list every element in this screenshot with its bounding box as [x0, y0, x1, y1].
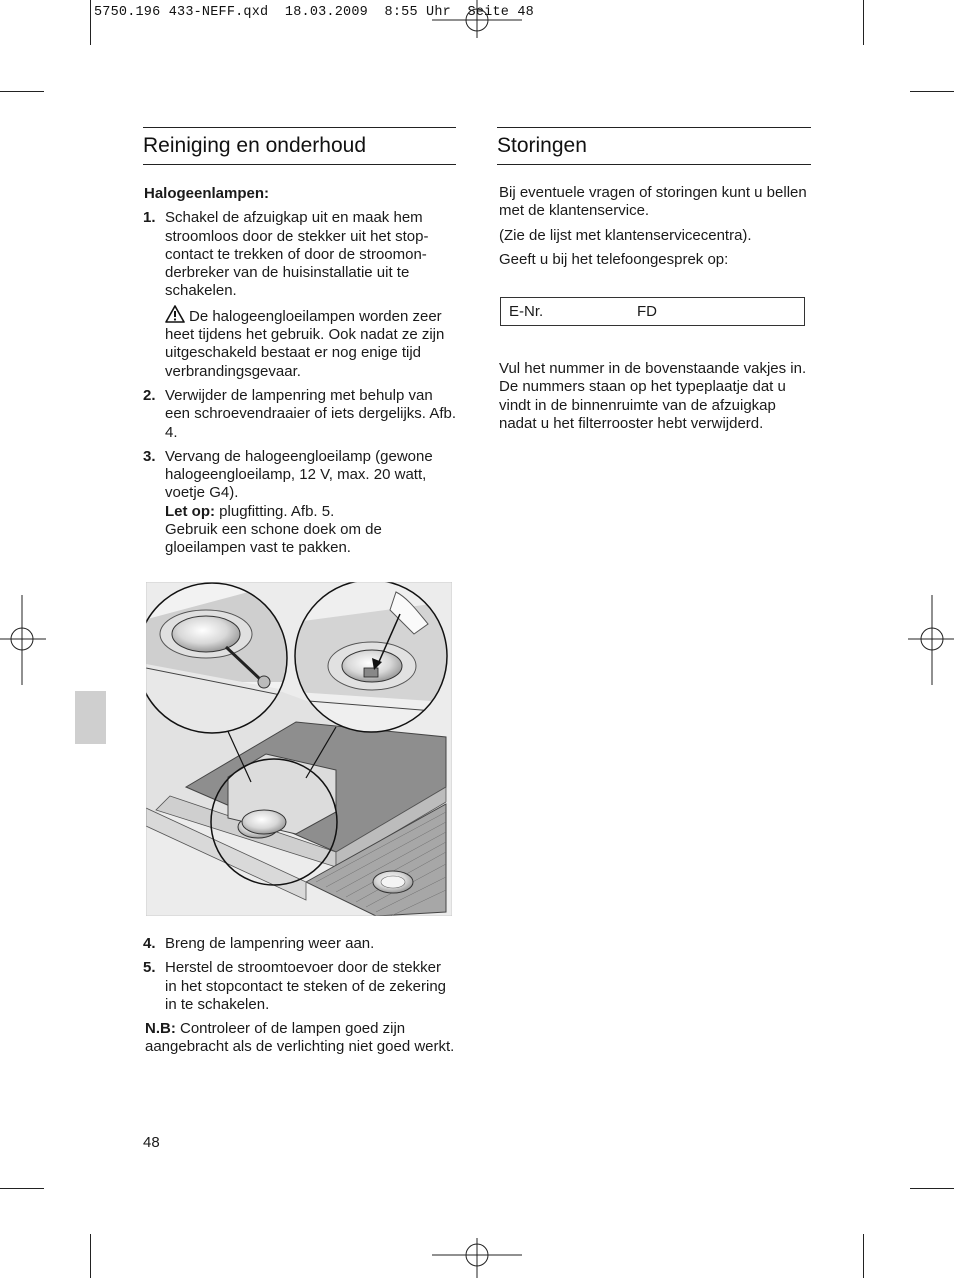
list-item [143, 209, 456, 381]
registration-mark-icon [0, 595, 46, 685]
crop-mark [863, 1234, 864, 1278]
print-slug: 5750.196 433-NEFF.qxd 18.03.2009 8:55 Uhr Seite 48 [94, 5, 534, 20]
section-header [497, 127, 811, 165]
fd-label: FD [637, 302, 657, 320]
crop-mark [0, 1188, 44, 1189]
list-item [143, 959, 456, 1014]
lamp-replacement-illustration [146, 582, 452, 916]
note-extra: Gebruik een schone doek om de gloeilampen vast te pakken. [165, 521, 382, 557]
note-line [165, 503, 456, 521]
crop-mark [910, 91, 954, 92]
crop-mark [863, 0, 864, 45]
warning-note [165, 305, 456, 381]
thumb-index-tab [75, 691, 106, 744]
paragraph: Bij eventuele vragen of storingen kunt u bellen met de klantenservice. [499, 184, 807, 220]
nb-text: Controleer of de lampen goed zijn aangebracht als de verlichting niet goed werkt. [145, 1020, 455, 1056]
crop-mark [910, 1188, 954, 1189]
nb-label: N.B: [145, 1020, 176, 1038]
step-text: Herstel de stroomtoevoer door de stekker in het stopcontact te steken of de zekering in te schakelen. [165, 959, 447, 1013]
crop-mark [90, 1234, 91, 1278]
step-number: 2. [143, 386, 156, 404]
step-text: Breng de lampenring weer aan. [165, 934, 375, 952]
step-number: 1. [143, 209, 156, 227]
list-item [143, 935, 456, 953]
note-label: Let op: [165, 502, 215, 520]
crop-mark [90, 0, 91, 45]
section-title: Storingen [497, 133, 587, 157]
warning-text: De halogeengloeilampen worden zeer heet tijdens het gebruik. Ook nadat ze zijn uitgeschakeld bestaat er nog enige tijd verbrandingsgevaar. [165, 307, 445, 380]
enr-label: E-Nr. [509, 302, 544, 320]
paragraph: Geeft u bij het telefoongesprek op: [499, 250, 729, 268]
subheading: Halogeenlampen: [144, 185, 270, 202]
paragraph: Vul het nummer in de bovenstaande vakjes in. De nummers staan op het typeplaatje dat u vindt in de binnenruimte van de afzuigkap nadat u het filterrooster hebt verwijderd. [499, 360, 807, 433]
enr-fd-box[interactable] [500, 297, 805, 326]
registration-mark-icon [432, 1238, 522, 1278]
left-column [143, 127, 456, 1063]
section-title: Reiniging en onderhoud [143, 133, 367, 157]
step-text: Schakel de afzuigkap uit en maak hem stroomloos door de stekker uit het stop-contact te trekken of door de stroomon-derbreker van de huisinstallatie uit te schakelen. [165, 209, 429, 300]
step-text: Verwijder de lampenring met behulp van een schroevendraaier of iets dergelijks. Afb. 4. [165, 386, 456, 441]
step-text: Vervang de halogeengloeilamp (gewone halogeengloeilamp, 12 V, max. 20 watt, voetje G4). [165, 447, 433, 502]
page-number: 48 [143, 1134, 160, 1151]
step-number: 5. [143, 959, 156, 977]
section-header [143, 127, 456, 165]
crop-mark [0, 91, 44, 92]
list-item [143, 387, 456, 442]
registration-mark-icon [432, 0, 522, 38]
right-column [497, 127, 811, 439]
step-number: 3. [143, 447, 156, 465]
nb-note [145, 1020, 456, 1057]
note-text: plugfitting. Afb. 5. [219, 502, 335, 520]
warning-triangle-icon [165, 305, 185, 323]
paragraph: (Zie de lijst met klantenservicecentra). [499, 226, 752, 244]
list-item [143, 448, 456, 558]
step-number: 4. [143, 934, 156, 952]
registration-mark-icon [908, 595, 954, 685]
